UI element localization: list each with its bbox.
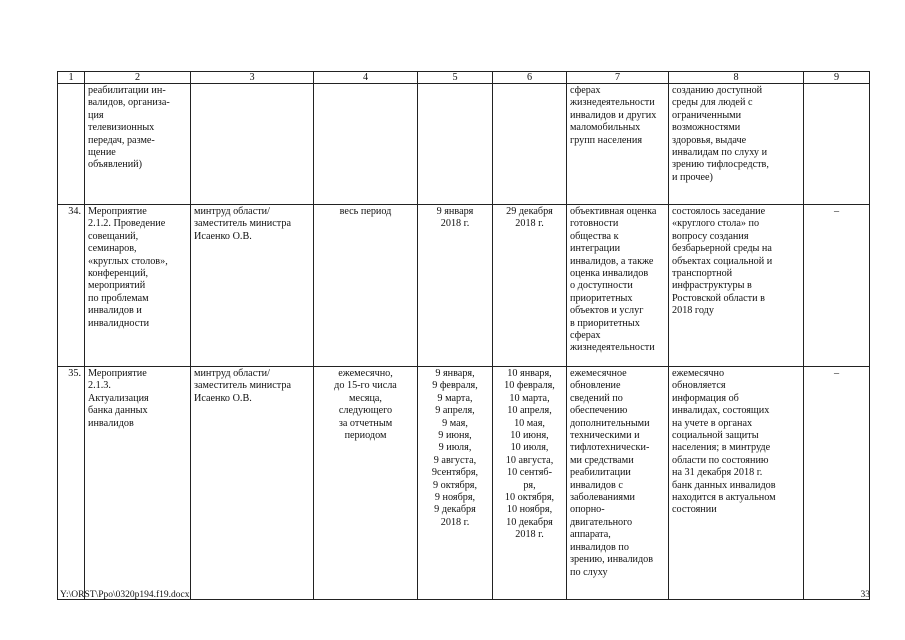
actual-result-cell: состоялось заседание «круглого стола» по вопросу создания безбарьерной среды на объектах социальной и транспортной инфраструктуры в Ростовской области в 2018 году [669,205,804,367]
file-path: Y:\ORST\Ppo\0320p194.f19.docx [60,590,190,600]
note-cell: – [804,205,870,367]
continuation-row [58,84,870,205]
row-number-cell: 35. [58,367,85,600]
column-number: 8 [669,72,804,84]
column-number: 4 [314,72,418,84]
column-number-row [58,72,870,84]
column-number: 3 [191,72,314,84]
page-number: 33 [860,590,870,600]
actual-result-cell: созданию доступной среды для людей с ограниченными возможностями здоровья, выдаче инвалидам по слуху и зрению тифлосредств, и прочее) [669,84,804,205]
note-cell: – [804,367,870,600]
period-cell [314,84,418,205]
start-date-cell: 9 января 2018 г. [418,205,493,367]
event-cell: Мероприятие 2.1.2. Проведение совещаний, семинаров, «круглых столов», конференций, мероприятий по проблемам инвалидов и инвалидности [85,205,191,367]
column-number: 5 [418,72,493,84]
expected-result-cell: ежемесячное обновление сведений по обеспечению дополнительными техническими и тифлотехнически- ми средствами реабилитации инвалидов с заболеваниями опорно- двигательного аппарата, инвалидов по зрению, инвалидов по слуху [567,367,669,600]
expected-result-cell: сферах жизнедеятельности инвалидов и других маломобильных групп населения [567,84,669,205]
period-cell: ежемесячно, до 15-го числа месяца, следующего за отчетным периодом [314,367,418,600]
row-number-cell [58,84,85,205]
responsible-cell [191,84,314,205]
column-number: 9 [804,72,870,84]
column-number: 2 [85,72,191,84]
actual-result-cell: ежемесячно обновляется информация об инвалидах, состоящих на учете в органах социальной защиты населения; в минтруде области по состоянию на 31 декабря 2018 г. банк данных инвалидов находится в актуальном состоянии [669,367,804,600]
note-cell [804,84,870,205]
start-date-cell [418,84,493,205]
table-row [58,367,870,600]
expected-result-cell: объективная оценка готовности общества к интеграции инвалидов, а также оценка инвалидов о доступности приоритетных объектов и услуг в приоритетных сферах жизнедеятельности [567,205,669,367]
column-number: 6 [493,72,567,84]
responsible-cell: минтруд области/ заместитель министра Исаенко О.В. [191,205,314,367]
end-date-cell [493,84,567,205]
row-number-cell: 34. [58,205,85,367]
table-row [58,205,870,367]
end-date-cell: 29 декабря 2018 г. [493,205,567,367]
responsible-cell: минтруд области/ заместитель министра Исаенко О.В. [191,367,314,600]
end-date-cell: 10 января, 10 февраля, 10 марта, 10 апреля, 10 мая, 10 июня, 10 июля, 10 августа, 10 сентяб- ря, 10 октября, 10 ноября, 10 декабря 2018 г. [493,367,567,600]
column-number: 1 [58,72,85,84]
events-table [57,71,870,600]
period-cell: весь период [314,205,418,367]
event-cell: Мероприятие 2.1.3. Актуализация банка данных инвалидов [85,367,191,600]
event-cell: реабилитации ин- валидов, организа- ция телевизионных передач, разме- щение объявлений) [85,84,191,205]
column-number: 7 [567,72,669,84]
start-date-cell: 9 января, 9 февраля, 9 марта, 9 апреля, 9 мая, 9 июня, 9 июля, 9 августа, 9сентября, 9 октября, 9 ноября, 9 декабря 2018 г. [418,367,493,600]
